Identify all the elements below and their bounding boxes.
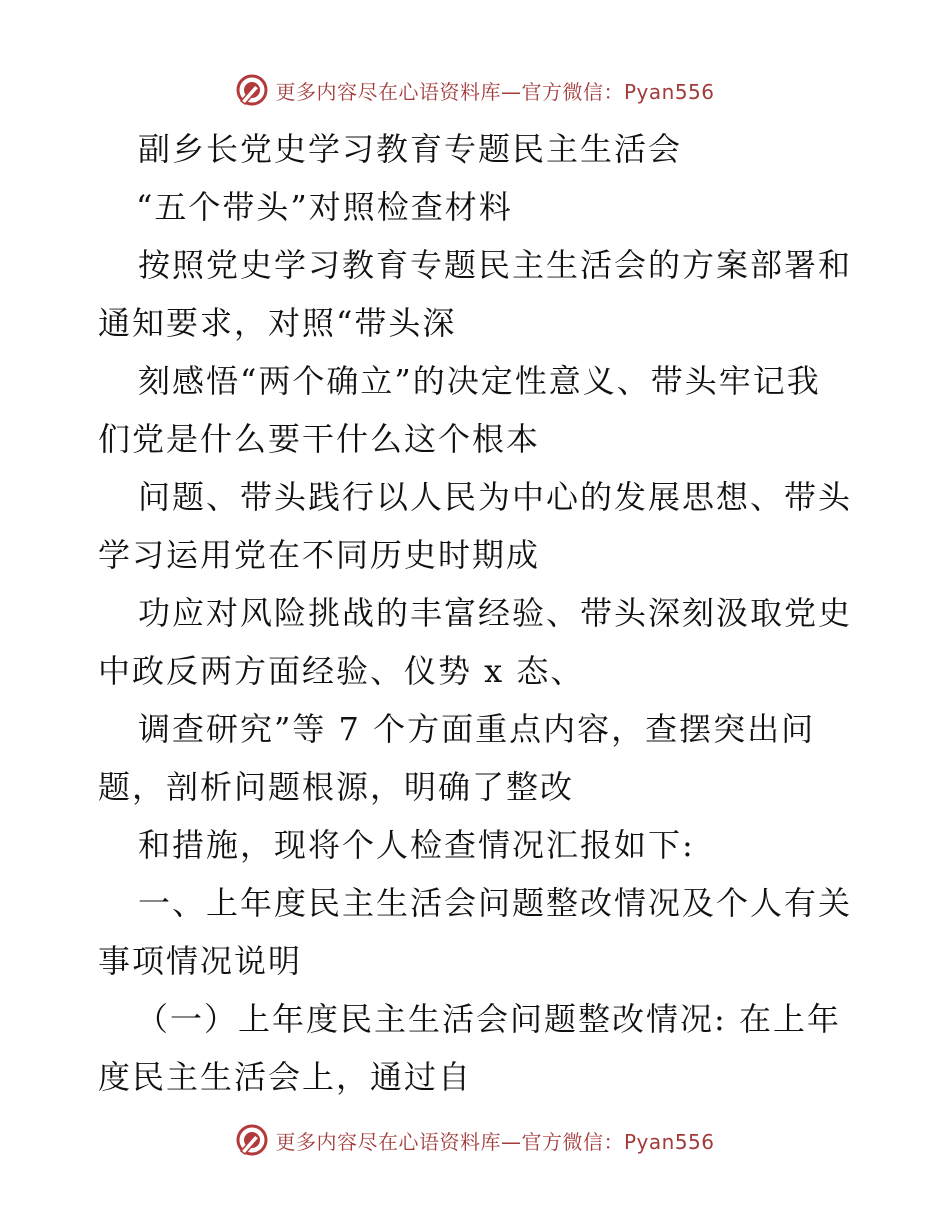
banner-brand: 更多内容尽在心语资料库: [275, 1129, 501, 1154]
paragraph-line: 调查研究”等 7 个方面重点内容，查摆突出问: [138, 710, 816, 748]
header-banner: [0, 70, 950, 110]
paragraph-line: 题，剖析问题根源，明确了整改: [98, 768, 575, 806]
paragraph-line: 和措施，现将个人检查情况汇报如下:: [138, 826, 695, 864]
banner-wechat-id: Pyan556: [623, 79, 715, 104]
pen-circle-logo-icon: [235, 73, 269, 107]
paragraph-line: 通知要求，对照“带头深: [98, 304, 457, 342]
pen-circle-logo-icon: [235, 1123, 269, 1157]
paragraph-line: 按照党史学习教育专题民主生活会的方案部署和: [138, 246, 853, 284]
document-body: [98, 120, 858, 1106]
paragraph-line: 功应对风险挑战的丰富经验、带头深刻汲取党史: [138, 594, 853, 632]
banner-wechat-label: 官方微信：: [521, 79, 624, 104]
section-heading-line: 一、上年度民主生活会问题整改情况及个人有关: [138, 884, 853, 922]
paragraph-line: 学习运用党在不同历史时期成: [98, 536, 541, 574]
paragraph-line: 刻感悟“两个确立”的决定性意义、带头牢记我: [138, 362, 821, 400]
paragraph-line: 中政反两方面经验、仪势 x 态、: [98, 652, 585, 690]
section-heading-line: 事项情况说明: [98, 942, 303, 980]
subsection-line: 度民主生活会上，通过自: [98, 1058, 473, 1096]
paragraph-line: 问题、带头践行以人民为中心的发展思想、带头: [138, 478, 853, 516]
banner-text: [275, 1126, 714, 1155]
banner-separator: —: [500, 79, 522, 104]
banner-text: [275, 76, 714, 105]
banner-separator: —: [500, 1129, 522, 1154]
document-title-line-1: 副乡长党史学习教育专题民主生活会: [138, 130, 683, 168]
document-title-line-2: “五个带头”对照检查材料: [136, 188, 513, 226]
banner-wechat-label: 官方微信：: [521, 1129, 624, 1154]
subsection-line: （一）上年度民主生活会问题整改情况: 在上年: [136, 1000, 841, 1038]
footer-banner: [0, 1120, 950, 1160]
banner-wechat-id: Pyan556: [623, 1129, 715, 1154]
paragraph-line: 们党是什么要干什么这个根本: [98, 420, 541, 458]
banner-brand: 更多内容尽在心语资料库: [275, 79, 501, 104]
